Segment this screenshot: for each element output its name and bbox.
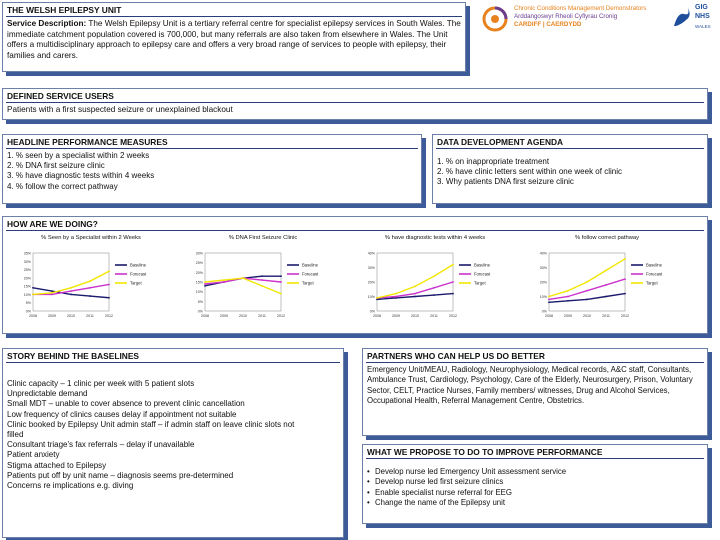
headline-item: 2. % DNA first seizure clinic (7, 161, 105, 171)
data-point (223, 281, 225, 283)
data-point (204, 283, 206, 285)
story-title: STORY BEHIND THE BASELINES (7, 351, 140, 361)
data-dev-item: 3. Why patients DNA first seizure clinic (437, 177, 574, 187)
bullet-icon: • (367, 487, 370, 497)
story-item: Patient anxiety (7, 450, 60, 460)
bullet-icon: • (367, 498, 370, 508)
y-tick-label: 35% (23, 251, 31, 256)
data-point (70, 294, 72, 296)
service-users-panel (2, 88, 708, 120)
data-dev-title: DATA DEVELOPMENT AGENDA (437, 137, 564, 147)
data-point (414, 293, 416, 295)
welsh-unit-panel (2, 2, 466, 72)
legend-label: Forecast (302, 271, 319, 277)
data-point (605, 284, 607, 286)
y-tick-label: 10% (539, 295, 547, 299)
chart-4 (527, 235, 687, 328)
story-item: Small MDT – unable to cover absence to prevent clinic cancellation (7, 399, 245, 409)
chart-title: % follow correct pathway (574, 235, 640, 241)
legend-label: Baseline (130, 262, 147, 268)
x-tick-label: 2011 (86, 314, 94, 318)
data-point (51, 290, 53, 292)
y-tick-label: 20% (23, 276, 31, 281)
headline-item: 3. % have diagnostic tests within 4 weeks (7, 171, 155, 181)
headline-title: HEADLINE PERFORMANCE MEASURES (7, 137, 168, 147)
chart-1 (11, 235, 171, 328)
data-point (567, 296, 569, 298)
data-dev-item: 2. % have clinic letters sent within one week of clinic (437, 167, 622, 177)
legend-label: Forecast (130, 271, 147, 277)
ccmd-swirl-icon (480, 4, 510, 34)
data-point (89, 280, 91, 282)
story-item: Unpredictable demand (7, 389, 88, 399)
data-point (433, 287, 435, 289)
chart-svg (355, 241, 515, 323)
nhs-gig: GIG (695, 4, 708, 11)
ccmd-line1: Chronic Conditions Management Demonstrators (514, 5, 647, 12)
story-item: Patients put off by unit name – diagnosis seems pre-determined (7, 470, 234, 480)
y-tick-label: 5% (197, 299, 203, 304)
service-description-label: Service Description: (7, 19, 87, 28)
data-point (261, 275, 263, 277)
data-point (433, 275, 435, 277)
data-point (452, 293, 454, 295)
y-tick-label: 20% (195, 270, 203, 275)
partners-rule (366, 362, 704, 363)
x-tick-label: 2012 (621, 314, 629, 318)
legend-label: Forecast (646, 271, 663, 277)
chart-svg (183, 241, 343, 323)
data-point (624, 293, 626, 295)
ccmd-line2: Arddangoswyr Rheoli Cyflyrau Cronig (514, 13, 618, 20)
how-doing-rule (6, 230, 704, 231)
service-users-text: Patients with a first suspected seizure or unexplained blackout (7, 105, 233, 114)
data-point (414, 285, 416, 287)
data-point (223, 279, 225, 281)
story-item: Stigma attached to Epilepsy (7, 460, 107, 470)
x-tick-label: 2008 (373, 314, 381, 318)
improve-rule (366, 458, 704, 459)
x-tick-label: 2010 (239, 314, 247, 318)
y-tick-label: 10% (367, 295, 375, 299)
ccmd-logo (480, 2, 670, 38)
story-item: Concerns re implications e.g. diving (7, 481, 134, 491)
chart-title: % DNA First Seizure Clinic (228, 235, 298, 241)
nhs-nhs: NHS (695, 13, 710, 20)
x-tick-label: 2010 (583, 314, 591, 318)
story-panel (2, 348, 344, 538)
x-tick-label: 2011 (258, 314, 266, 318)
data-point (89, 295, 91, 297)
data-point (242, 277, 244, 279)
data-point (548, 299, 550, 301)
data-point (586, 290, 588, 292)
y-tick-label: 30% (367, 266, 375, 270)
x-tick-label: 2009 (392, 314, 400, 318)
nhs-wales: WALES (695, 24, 711, 29)
improve-list (363, 461, 707, 509)
y-tick-label: 0% (541, 309, 547, 314)
data-point (567, 300, 569, 302)
y-tick-label: 5% (25, 301, 31, 306)
chart-3 (355, 235, 515, 328)
service-description (3, 19, 465, 61)
data-point (261, 279, 263, 281)
data-point (605, 270, 607, 272)
data-dev-list (433, 151, 707, 188)
data-point (108, 270, 110, 272)
data-dev-panel (432, 134, 708, 204)
data-point (624, 278, 626, 280)
legend-label: Forecast (474, 271, 491, 277)
dragon-icon (672, 6, 692, 30)
data-point (108, 284, 110, 286)
headline-panel (2, 134, 422, 204)
data-point (70, 290, 72, 292)
y-tick-label: 0% (197, 309, 203, 314)
y-tick-label: 20% (367, 280, 375, 285)
data-point (32, 287, 34, 289)
story-item: Clinic capacity – 1 clinic per week with 5 patient slots (7, 379, 195, 388)
data-point (624, 258, 626, 260)
service-users-title: DEFINED SERVICE USERS (7, 91, 114, 101)
ccmd-line3: CARDIFF | CAERDYDD (514, 21, 582, 28)
welsh-unit-title: THE WELSH EPILEPSY UNIT (7, 5, 122, 15)
y-tick-label: 0% (25, 309, 31, 314)
data-point (51, 294, 53, 296)
data-point (395, 296, 397, 298)
story-item: Clinic booked by Epilepsy Unit admin staff – if admin staff on leave clinic slots not (7, 419, 295, 429)
data-point (51, 292, 53, 294)
x-tick-label: 2009 (564, 314, 572, 318)
y-tick-label: 40% (539, 251, 547, 256)
story-list (3, 365, 343, 491)
legend-label: Target (474, 280, 486, 286)
x-tick-label: 2008 (201, 314, 209, 318)
improve-item: • Develop nurse led first seizure clinics (367, 477, 504, 487)
y-tick-label: 30% (23, 259, 31, 264)
legend-label: Baseline (302, 262, 319, 268)
x-tick-label: 2009 (48, 314, 56, 318)
data-point (548, 301, 550, 303)
data-point (280, 293, 282, 295)
story-rule (6, 362, 340, 363)
nhs-wales-logo (672, 2, 718, 38)
plot-area (377, 253, 453, 311)
data-point (433, 294, 435, 296)
x-tick-label: 2011 (602, 314, 610, 318)
data-dev-rule (436, 148, 704, 149)
data-point (605, 296, 607, 298)
service-description-text: The Welsh Epilepsy Unit is a tertiary referral centre for specialist epilepsy services in South Wales. The immediate catchment population covered is 700,000, but many referrals are also taken from elsewhere in Wales. The Unit offers a multidisciplinary approach to epilepsy care and offers a very broad range of services to people with epilepsy, their families and carers. (7, 19, 461, 60)
x-tick-label: 2012 (277, 314, 285, 318)
data-point (548, 296, 550, 298)
data-point (32, 294, 34, 296)
chart-title: % Seen by a Specialist within 2 Weeks (41, 235, 141, 241)
improve-item: • Change the name of the Epilepsy unit (367, 498, 506, 508)
y-tick-label: 30% (195, 251, 203, 256)
legend-label: Baseline (474, 262, 491, 268)
data-point (414, 296, 416, 298)
x-tick-label: 2009 (220, 314, 228, 318)
y-tick-label: 15% (195, 280, 203, 285)
bullet-icon: • (367, 467, 370, 476)
service-users-rule (6, 102, 704, 103)
y-tick-label: 40% (367, 251, 375, 256)
data-point (586, 299, 588, 301)
improve-title: WHAT WE PROPOSE TO DO TO IMPROVE PERFORMANCE (367, 447, 603, 457)
improve-panel (362, 444, 708, 524)
chart-svg (11, 241, 171, 323)
y-tick-label: 10% (195, 290, 203, 295)
data-point (70, 287, 72, 289)
data-point (280, 275, 282, 277)
how-doing-panel (2, 216, 708, 334)
x-tick-label: 2008 (29, 314, 37, 318)
improve-item: • Enable specialist nurse referral for EEG (367, 487, 512, 497)
headline-item: 4. % follow the correct pathway (7, 181, 118, 191)
data-point (204, 285, 206, 287)
y-tick-label: 10% (23, 292, 31, 297)
plot-area (33, 253, 109, 311)
partners-title: PARTNERS WHO CAN HELP US DO BETTER (367, 351, 545, 361)
data-point (586, 281, 588, 283)
story-item: filled (7, 430, 24, 440)
y-tick-label: 25% (23, 268, 31, 273)
chart-2 (183, 235, 343, 328)
y-tick-label: 30% (539, 266, 547, 270)
chart-title: % have diagnostic tests within 4 weeks (384, 235, 486, 241)
data-point (204, 281, 206, 283)
headline-rule (6, 148, 418, 149)
plot-area (205, 253, 281, 311)
x-tick-label: 2011 (430, 314, 438, 318)
story-item: Consultant triage's fax referrals – delay if unavailable (7, 440, 195, 450)
legend-label: Target (646, 280, 658, 286)
legend-label: Target (130, 280, 142, 286)
y-tick-label: 25% (195, 261, 203, 266)
data-point (89, 287, 91, 289)
x-tick-label: 2012 (105, 314, 113, 318)
partners-panel (362, 348, 708, 436)
x-tick-label: 2012 (449, 314, 457, 318)
how-doing-title: HOW ARE WE DOING? (7, 219, 98, 229)
data-point (108, 297, 110, 299)
story-item: Low frequency of clinics causes delay if appointment not suitable (7, 409, 237, 419)
y-tick-label: 0% (369, 309, 375, 314)
data-point (452, 264, 454, 266)
partners-text: Emergency Unit/MEAU, Radiology, Neurophysiology, Medical records, A&C staff, Consultants, Ambulance Trust, Cardiology, Psychology, Care of the Elderly, Neurosurgery, Prison, Voluntary Sector, CELT, Practice Nurses, Family members/ witnesses, Drug and Alcohol Services, Occupational Health, Referral Management Centre, Obstetrics. (367, 365, 693, 405)
improve-item: • Develop nurse led Emergency Unit assessment service (367, 467, 567, 476)
x-tick-label: 2010 (411, 314, 419, 318)
y-tick-label: 20% (539, 280, 547, 285)
title-rule (6, 16, 462, 17)
data-dev-item: 1. % on inappropriate treatment (437, 157, 550, 166)
headline-list (3, 151, 421, 192)
y-tick-label: 15% (23, 284, 31, 289)
data-point (261, 285, 263, 287)
chart-svg (527, 241, 687, 323)
x-tick-label: 2010 (67, 314, 75, 318)
x-tick-label: 2008 (545, 314, 553, 318)
bullet-icon: • (367, 477, 370, 487)
data-point (376, 297, 378, 299)
legend-label: Baseline (646, 262, 663, 268)
data-point (567, 290, 569, 292)
data-point (395, 293, 397, 295)
headline-item: 1. % seen by a specialist within 2 weeks (7, 151, 150, 160)
data-point (280, 281, 282, 283)
data-point (452, 281, 454, 283)
legend-label: Target (302, 280, 314, 286)
